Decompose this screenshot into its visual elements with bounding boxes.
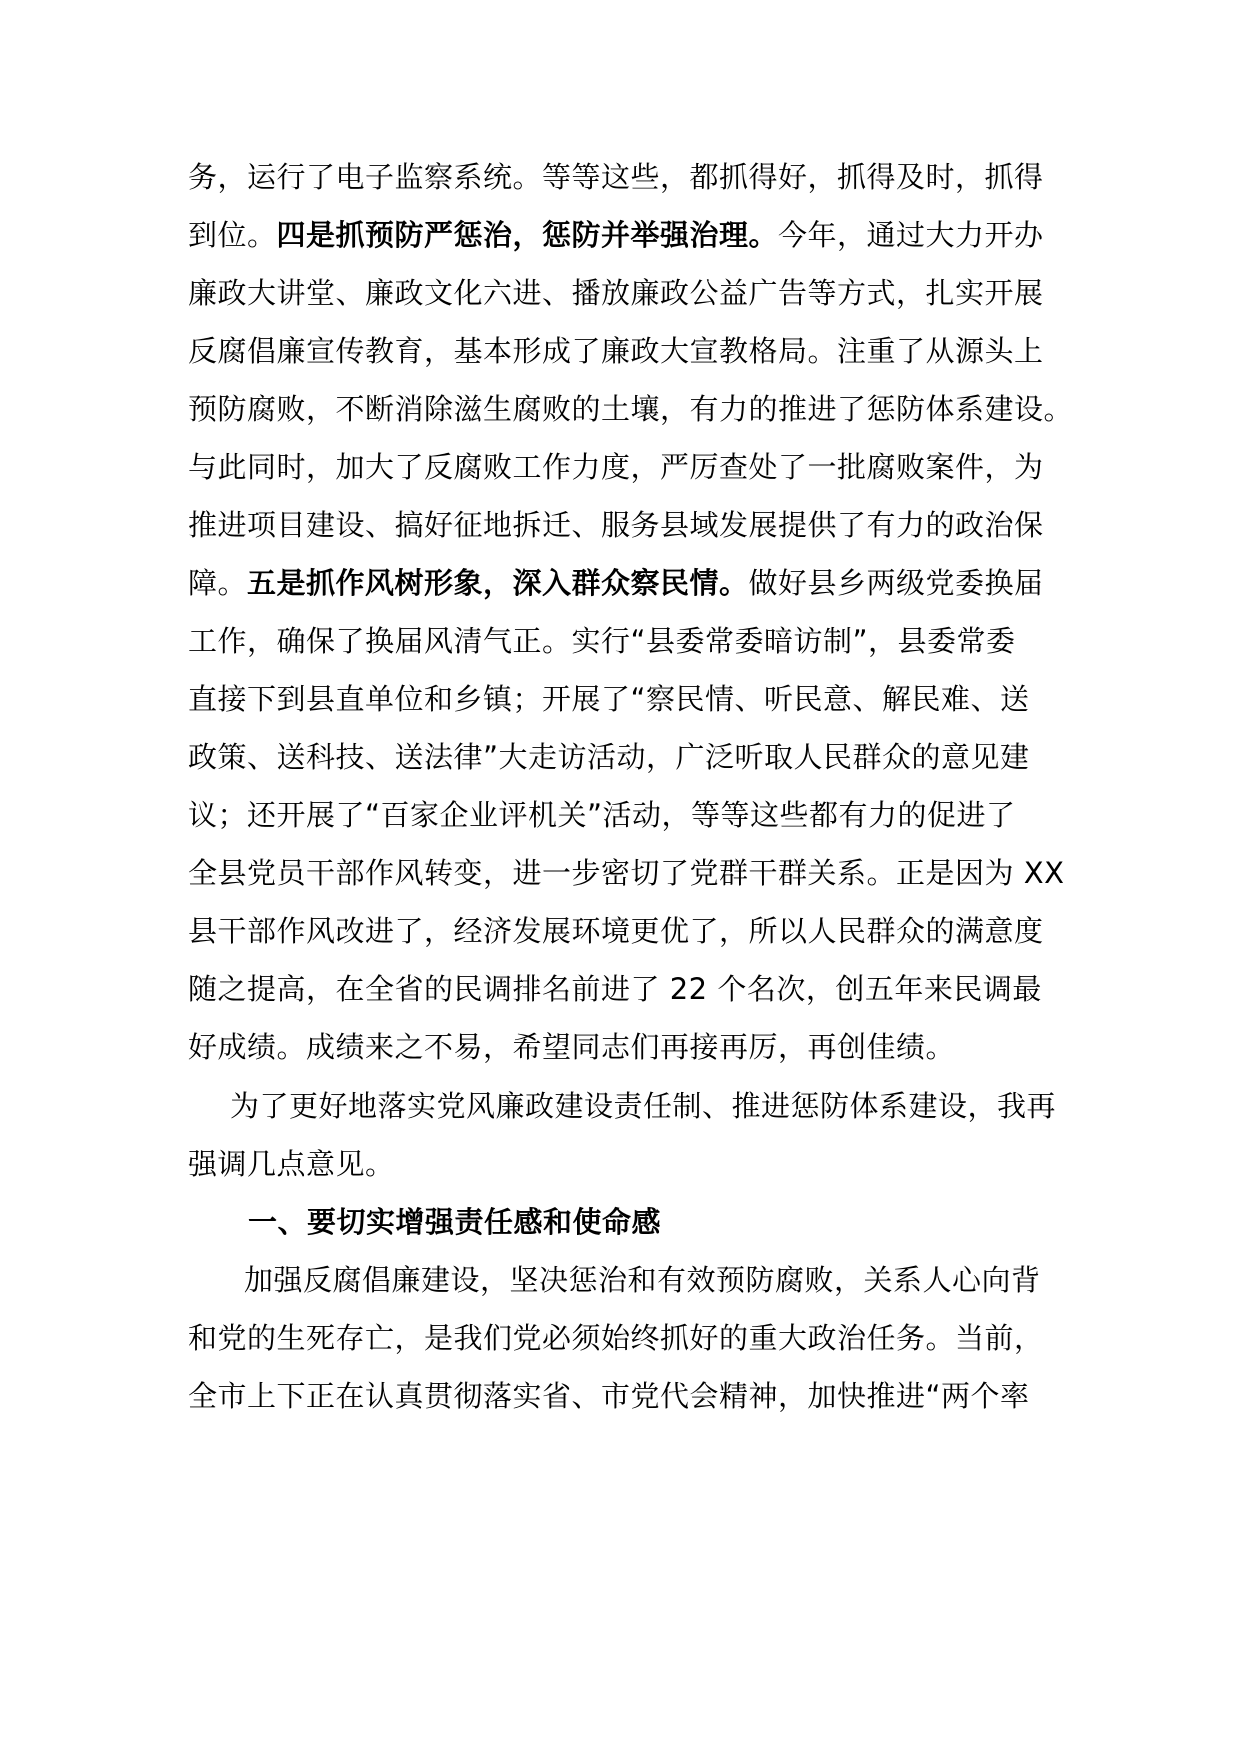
text-segment: 好成绩。成绩来之不易，希望同志们再接再厉，再创佳绩。 [188, 1030, 956, 1064]
text-segment: 与此同时，加大了反腐败工作力度，严厉查处了一批腐败案件，为 [188, 450, 1044, 484]
text-line [188, 911, 1068, 951]
text-line [188, 215, 1068, 255]
paragraph-first-line [244, 1260, 1124, 1300]
text-line [188, 853, 1068, 893]
text-segment: 全县党员干部作风转变，进一步密切了党群干群关系。正是因为 XX [188, 856, 1065, 890]
text-line [188, 389, 1074, 429]
text-line [188, 1027, 1068, 1067]
text-segment: 做好县乡两级党委换届 [748, 566, 1044, 600]
text-segment: 全市上下正在认真贯彻落实省、市党代会精神，加快推进“两个率 [188, 1379, 1030, 1413]
text-line [188, 447, 1068, 487]
text-segment: 加强反腐倡廉建设，坚决惩治和有效预防腐败，关系人心向背 [244, 1263, 1041, 1297]
text-line [188, 679, 1068, 719]
text-segment: 到位。 [188, 218, 277, 252]
text-segment: 廉政大讲堂、廉政文化六进、播放廉政公益广告等方式，扎实开展 [188, 276, 1044, 310]
text-line [188, 157, 1068, 197]
bold-text-segment: 四是抓预防严惩治，惩防并举强治理。 [276, 218, 779, 252]
text-line [188, 563, 1068, 603]
text-segment: 和党的生死存亡，是我们党必须始终抓好的重大政治任务。当前， [188, 1321, 1044, 1355]
text-segment: 今年，通过大力开办 [778, 218, 1044, 252]
text-line [188, 1144, 1068, 1184]
text-line [188, 737, 1068, 777]
text-line [188, 1376, 1068, 1416]
text-segment: 政策、送科技、送法律”大走访活动，广泛听取人民群众的意见建 [188, 740, 1030, 774]
text-line [188, 621, 1068, 661]
text-segment: 工作，确保了换届风清气正。实行“县委常委暗访制”，县委常委 [188, 624, 1016, 658]
text-line [188, 1318, 1068, 1358]
text-line [188, 505, 1068, 545]
text-segment: 预防腐败，不断消除滋生腐败的土壤，有力的推进了惩防体系建设。 [188, 392, 1074, 426]
text-segment: 县干部作风改进了，经济发展环境更优了，所以人民群众的满意度 [188, 914, 1044, 948]
text-segment: 议；还开展了“百家企业评机关”活动，等等这些都有力的促进了 [188, 798, 1016, 832]
text-segment: 务，运行了电子监察系统。等等这些，都抓得好，抓得及时，抓得 [188, 160, 1044, 194]
text-segment: 推进项目建设、搞好征地拆迁、服务县域发展提供了有力的政治保 [188, 508, 1044, 542]
paragraph-first-line [230, 1086, 1110, 1126]
heading-text: 一、要切实增强责任感和使命感 [248, 1205, 662, 1239]
text-segment: 为了更好地落实党风廉政建设责任制、推进惩防体系建设，我再 [230, 1089, 1057, 1123]
text-line [188, 273, 1068, 313]
text-segment: 随之提高，在全省的民调排名前进了 22 个名次，创五年来民调最 [188, 972, 1042, 1006]
text-line [188, 331, 1068, 371]
text-segment: 强调几点意见。 [188, 1147, 395, 1181]
text-segment: 直接下到县直单位和乡镇；开展了“察民情、听民意、解民难、送 [188, 682, 1030, 716]
text-line [188, 969, 1068, 1009]
bold-text-segment: 五是抓作风树形象，深入群众察民情。 [247, 566, 749, 600]
text-segment: 障。 [188, 566, 248, 600]
section-heading [248, 1202, 1128, 1242]
text-segment: 反腐倡廉宣传教育，基本形成了廉政大宣教格局。注重了从源头上 [188, 334, 1044, 368]
text-line [188, 795, 1068, 835]
